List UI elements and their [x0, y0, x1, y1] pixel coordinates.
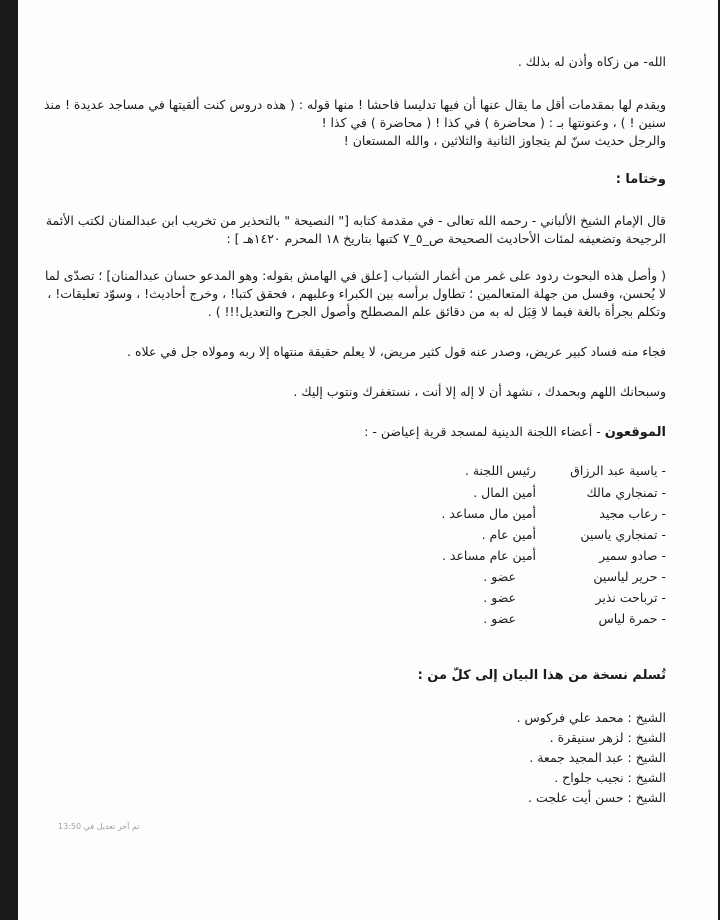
member-name: - ترباحت نذير	[595, 590, 666, 605]
copies-heading: تُسلم نسخة من هذا البيان إلى كلّ من :	[417, 668, 666, 683]
copy-recipient: الشيخ : حسن أيت علجت .	[528, 790, 666, 805]
paragraph-3-line-2: الرجيحة وتضعيفه لمئات الأحاديث الصحيحة ص_٥_٧ كتبها بتاريخ ١٨ المحرم ١٤٢٠هـ ] :	[226, 231, 666, 246]
member-name: - حرير لياسين	[593, 569, 666, 584]
member-role: عضو .	[483, 611, 516, 626]
paragraph-3-line-1: قال الإمام الشيخ الألباني - رحمه الله تعالى - في مقدمة كتابه [" النصيحة " بالتحذير من تخريب ابن عبدالمنان لكتب الأئمة	[45, 213, 666, 228]
member-name: - تمنجاري مالك	[586, 485, 666, 500]
copy-recipient: الشيخ : محمد علي فركوس .	[516, 710, 666, 725]
member-role: أمين مال مساعد .	[441, 506, 536, 521]
quote-line-3: وتكلم بجرأة بالغة فيما لا قِبَل له به من دقائق علم المصطلح وأصول الجرح والتعديل!!! ) .	[207, 304, 666, 319]
signatories-heading	[58, 424, 666, 441]
quote-line-1: ( وأصل هذه البحوث ردود على غمر من أغمار الشباب [علق في الهامش بقوله: وهو المدعو حسان عبدالمنان] ؛ تصدّى لما	[44, 268, 666, 283]
closing-heading: وختاما :	[615, 172, 666, 187]
copy-recipient: الشيخ : نجيب جلواح .	[554, 770, 666, 785]
paragraph-6: وسبحانك اللهم وبحمدك ، نشهد أن لا إله إلا أنت ، نستغفرك ونتوب إليك .	[293, 384, 666, 399]
paragraph-1: الله- من زكاه وأذن له بذلك .	[517, 54, 666, 69]
member-role: أمين عام مساعد .	[441, 548, 536, 563]
member-role: أمين المال .	[473, 485, 536, 500]
member-name: - تمنجاري ياسين	[580, 527, 666, 542]
member-role: عضو .	[483, 569, 516, 584]
member-name: - حمرة لياس	[598, 611, 666, 626]
copy-recipient: الشيخ : عبد المجيد جمعة .	[529, 750, 666, 765]
paragraph-5: فجاء منه فساد كبير عريض، وصدر عنه قول كثير مريض، لا يعلم حقيقة منتهاه إلا ربه ومولاه جل في علاه .	[127, 344, 666, 359]
member-name: - ياسية عبد الرزاق	[570, 463, 666, 478]
member-name: - رعاب مجيد	[599, 506, 666, 521]
member-role: أمين عام .	[481, 527, 536, 542]
copy-recipient: الشيخ : لزهر سنيقرة .	[549, 730, 666, 745]
paragraph-2-line-3: والرجل حديث سنّ لم يتجاوز الثانية والثلاثين ، والله المستعان !	[343, 133, 666, 148]
paragraph-2-line-1: ويقدم لها بمقدمات أقل ما يقال عنها أن فيها تدليسا فاحشا ! منها قوله : ( هذه دروس كنت ألقيتها في مساجد عديدة ! منذ	[43, 97, 666, 112]
signatories-description: - أعضاء اللجنة الدينية لمسجد قرية إعياضن - :	[364, 424, 605, 439]
paragraph-2-line-2: سنين ! ) ، وعنونتها بـ : ( محاضرة ) في كذا ! ( محاضرة ) في كذا !	[321, 115, 666, 130]
signatories-label: الموقعون	[604, 425, 666, 440]
quote-line-2: لا يُحسن، وفسل من جهلة المتعالمين ؛ تطاول برأسه بين الكبراء وعليهم ، فحقق كتبا! ، وخرج أحاديث! ، وسوّد تعليقات! ،	[47, 286, 666, 301]
member-name: - صادو سمير	[599, 548, 666, 563]
member-role: عضو .	[483, 590, 516, 605]
document-page	[18, 0, 718, 920]
member-role: رئيس اللجنة .	[464, 463, 536, 478]
edit-timestamp-note: تم آخر تعديل في 13:50	[58, 822, 140, 831]
